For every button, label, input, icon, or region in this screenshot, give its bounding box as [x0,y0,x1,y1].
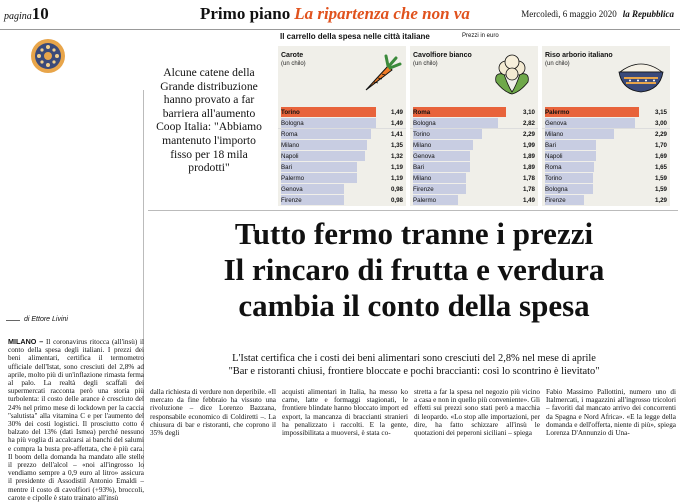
bar-value-label: 2,29 [654,131,667,138]
bar-value-label: 2,82 [522,120,535,127]
issue-date: Mercoledì, 6 maggio 2020 [521,9,617,19]
page-header [0,0,680,30]
bar-category-label: Torino [413,131,430,138]
bar-category-label: Palermo [545,109,570,116]
bar-category-label: Bari [545,142,557,149]
bar-category-label: Bologna [281,120,304,127]
panel-name: Cavolfiore bianco [413,52,472,59]
bar-value-label: 1,49 [522,197,535,204]
panel-unit: (un chilo) [545,61,570,67]
panel-riso [542,46,670,206]
panel-name: Carote [281,52,304,59]
bar-category-label: Milano [281,142,300,149]
section-title [200,4,470,24]
carrot-icon [358,52,402,96]
bar-category-label: Bari [281,164,293,171]
section-kicker: La ripartenza che non va [294,4,470,23]
bar-category-label: Milano [413,175,432,182]
bar-category-label: Bologna [413,120,436,127]
page-number-value: 10 [31,4,49,23]
bar [281,162,357,172]
bar-value-label: 1,59 [654,175,667,182]
bar-value-label: 1,89 [522,164,535,171]
bar-category-label: Genova [281,186,303,193]
bar-value-label: 1,41 [390,131,403,138]
headline-line-3: cambia il conto della spesa [238,288,590,323]
bar-category-label: Milano [413,142,432,149]
subheadline-line-2: "Bar e ristoranti chiusi, frontiere bloccate e pochi braccianti: così lo scontrino è lievitato" [228,366,600,377]
bar-category-label: Firenze [281,197,302,204]
brand-name: la Repubblica [622,9,674,19]
pull-quote: Alcune catene della Grande distribuzione hanno provato a far barriera all'aumento Coop Italia: "Abbiamo mantenuto l'importo fisso per 18 mila prodotti" [156,66,262,175]
bar-category-label: Firenze [413,186,434,193]
bar-value-label: 1,32 [390,153,403,160]
bar-value-label: 1,78 [522,186,535,193]
byline: di Ettore Livini [24,316,68,323]
bar-category-label: Milano [545,131,564,138]
body-column: stretta a far la spesa nel negozio più vicino a casa e non in quello più conveniente». Gli effetti sui prezzi sono stati però a macchia di leopardo. «Lo stop alle importazioni, per dire, ha fatto schizzare all'insù le quotazioni dei peperoni siciliani – spiega [414,388,540,438]
bar-value-label: 1,89 [522,153,535,160]
bar-value-label: 1,35 [390,142,403,149]
dateline-city: MILANO – [8,337,44,346]
lead-paragraph: Il coronavirus ritocca (all'insù) il conto della spesa degli italiani. I prezzi dei beni alimentari, certifica il termometro ufficiale dell'Istat, sono cresciuti del 2,8% ad aprile, molto più di un'inflazione rimasta ferma al palo. La realtà degli scaffali dei supermercati racconta però una storia più turbolenta: il costo delle arance è cresciuto del 24% nel primo mese di lockdown per la caccia "salutista" alla vitamina C e per l'aumento del 30% dei costi logistici. Il prosciutto cotto è balzato del 13% (dati Ismea) perché nessuno ha più voglia di accalcarsi ai banchi del salumi e compra la busta pre-affettata, che è più cara. Il boom della domanda ha mandato alle stelle il prezzo dell'alcol – «noi all'ingrosso lo vendiamo sempre a 0,9 euro al litro» assicura il presidente di Assodistil Antonio Emaldi – mentre il costo di cavolfiori (+93%), broccoli, carote e cipolle è stato trainato all'insù [8,338,144,502]
cauliflower-icon [490,52,534,96]
chart-title: Il carrello della spesa nelle città italiane [280,32,430,41]
bar-row [542,194,670,206]
panel-name: Riso arborio italiano [545,52,613,59]
body-column: dalla richiesta di verdure non deperibile. «Il mercato da fine febbraio ha vissuto una rivoluzione – dice Lorenzo Bazzana, responsabile economico di Coldiretti –. La chiusura di bar e ristoranti, che coprono il 35% degli [150,388,276,438]
article-lead-text [8,338,144,502]
headline [152,216,676,324]
price-infographic [276,30,676,208]
body-column: acquisti alimentari in Italia, ha messo ko carne, latte e formaggi stagionati, le frontiere blindate hanno bloccato import ed export, la mancanza di braccianti stranieri ha penalizzato i raccolti. E la gente, impossibilitata a muoversi, è stata co- [282,388,408,438]
panel-carote [278,46,406,206]
subheadline [152,352,676,378]
section-name: Primo piano [200,4,291,23]
bar-value-label: 1,78 [522,175,535,182]
chart-subtitle: Prezzi in euro [462,33,499,39]
panel-cavolfiore [410,46,538,206]
bar-row [278,194,406,206]
bar-category-label: Roma [545,164,562,171]
bar-value-label: 1,69 [654,153,667,160]
bar-value-label: 3,00 [654,120,667,127]
panel-unit: (un chilo) [281,61,306,67]
bar-value-label: 1,49 [390,109,403,116]
bar-category-label: Palermo [281,175,305,182]
left-column [4,90,144,502]
bar-category-label: Torino [281,109,300,116]
bar-value-label: 2,29 [522,131,535,138]
panel-unit: (un chilo) [413,61,438,67]
body-column: Fabio Massimo Pallottini, numero uno di Italmercati, i magazzini all'ingrosso tricolori – favoriti dal mancato arrivo dei concorrenti da Spagna e Nord Africa». «E la legge della domanda e dell'offerta, niente di più», spiega Lorenza D'Annunzio di Una- [546,388,676,438]
bar-value-label: 3,15 [654,109,667,116]
bar-category-label: Palermo [413,197,437,204]
bar-value-label: 1,70 [654,142,667,149]
bar-category-label: Firenze [545,197,566,204]
bar-category-label: Genova [545,120,567,127]
bar-value-label: 1,19 [390,164,403,171]
bar-category-label: Napoli [281,153,299,160]
bar-category-label: Torino [545,175,562,182]
headline-line-1: Tutto fermo tranne i prezzi [234,216,594,251]
body-columns [150,388,676,469]
bar-category-label: Roma [413,109,431,116]
bar-value-label: 0,98 [390,186,403,193]
bar-category-label: Roma [281,131,298,138]
divider [148,210,678,211]
bar-category-label: Bari [413,164,425,171]
bar-category-label: Napoli [545,153,563,160]
subheadline-line-1: L'Istat certifica che i costi dei beni alimentari sono cresciuti del 2,8% nel mese di aprile [232,353,596,364]
bar-value-label: 1,19 [390,175,403,182]
bar-value-label: 3,10 [522,109,535,116]
bar-category-label: Bologna [545,186,568,193]
section-logo-icon [30,38,66,74]
bar-value-label: 1,59 [654,186,667,193]
bar-value-label: 1,99 [522,142,535,149]
bar-value-label: 1,65 [654,164,667,171]
page-label: pagina [4,11,32,22]
bar-value-label: 0,98 [390,197,403,204]
headline-line-2: Il rincaro di frutta e verdura [223,252,605,287]
bar-row [410,194,538,206]
dateline [521,9,674,19]
bar-category-label: Genova [413,153,435,160]
rice-bowl-icon [616,52,666,96]
page-number [4,4,49,24]
bar-value-label: 1,49 [390,120,403,127]
bar-value-label: 1,29 [654,197,667,204]
